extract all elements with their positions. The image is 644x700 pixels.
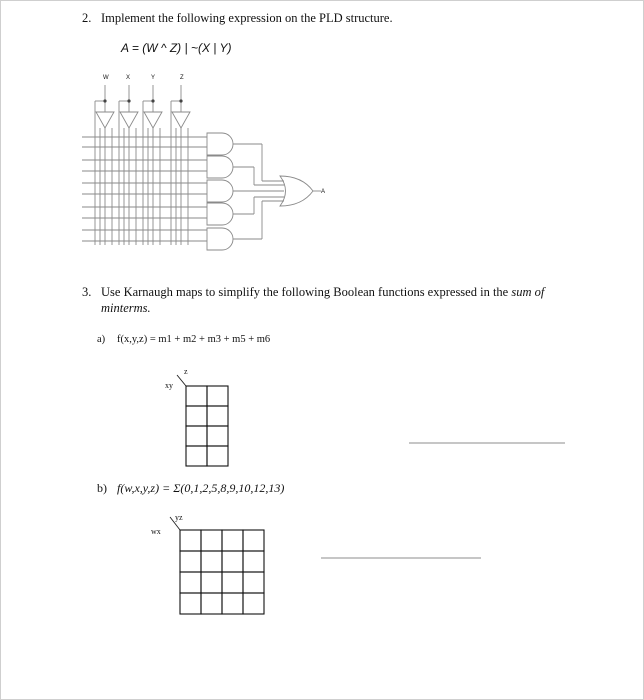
kmap-cell <box>201 593 222 614</box>
input-label-y: Y <box>151 75 156 81</box>
q2-text: Implement the following expression on the PLD structure. <box>101 11 393 25</box>
kmap-cell <box>186 386 207 406</box>
kmap-cell <box>201 551 222 572</box>
output-label-a: A <box>321 189 326 195</box>
kmap-cell <box>186 426 207 446</box>
q2-expression: A = (W ^ Z) | ~(X | Y) <box>121 41 232 55</box>
kmap-cell <box>243 572 264 593</box>
kmap-cell <box>243 593 264 614</box>
kmap-cell <box>180 572 201 593</box>
part-a-label: a) <box>97 334 106 345</box>
kmap-a-grid <box>186 386 228 466</box>
kmap-cell <box>180 530 201 551</box>
part-a-function: f(x,y,z) = m1 + m2 + m3 + m5 + m6 <box>117 334 271 345</box>
q3-text-continued: minterms. <box>101 301 151 315</box>
kmap-cell <box>207 386 228 406</box>
kmap-cell <box>201 530 222 551</box>
kmap-b-row-var: wx <box>151 527 161 536</box>
kmap-cell <box>243 551 264 572</box>
kmap-a-row-var: xy <box>165 381 173 390</box>
input-label-z: Z <box>180 75 184 81</box>
part-b-function: f(w,x,y,z) = Σ(0,1,2,5,8,9,10,12,13) <box>117 481 285 495</box>
kmap-cell <box>222 551 243 572</box>
kmap-cell <box>180 593 201 614</box>
kmap-cell <box>222 530 243 551</box>
kmap-b-col-var: yz <box>175 513 183 522</box>
kmap-cell <box>207 406 228 426</box>
kmap-cell <box>186 446 207 466</box>
kmap-cell <box>243 530 264 551</box>
input-label-x: X <box>126 75 131 81</box>
kmap-cell <box>222 572 243 593</box>
kmap-cell <box>186 406 207 426</box>
q2-number: 2. <box>82 11 92 25</box>
kmap-cell <box>207 446 228 466</box>
kmap-b-grid <box>180 530 264 614</box>
kmap-cell <box>222 593 243 614</box>
q3-text-italic: sum of <box>511 285 545 299</box>
kmap-cell <box>207 426 228 446</box>
kmap-cell <box>201 572 222 593</box>
input-label-w: W <box>103 75 109 81</box>
q3-text-main: Use Karnaugh maps to simplify the following Boolean functions expressed in the <box>101 285 512 299</box>
q3-number: 3. <box>82 285 92 299</box>
kmap-a-col-var: z <box>184 367 188 376</box>
part-b-label: b) <box>97 481 107 495</box>
kmap-cell <box>180 551 201 572</box>
